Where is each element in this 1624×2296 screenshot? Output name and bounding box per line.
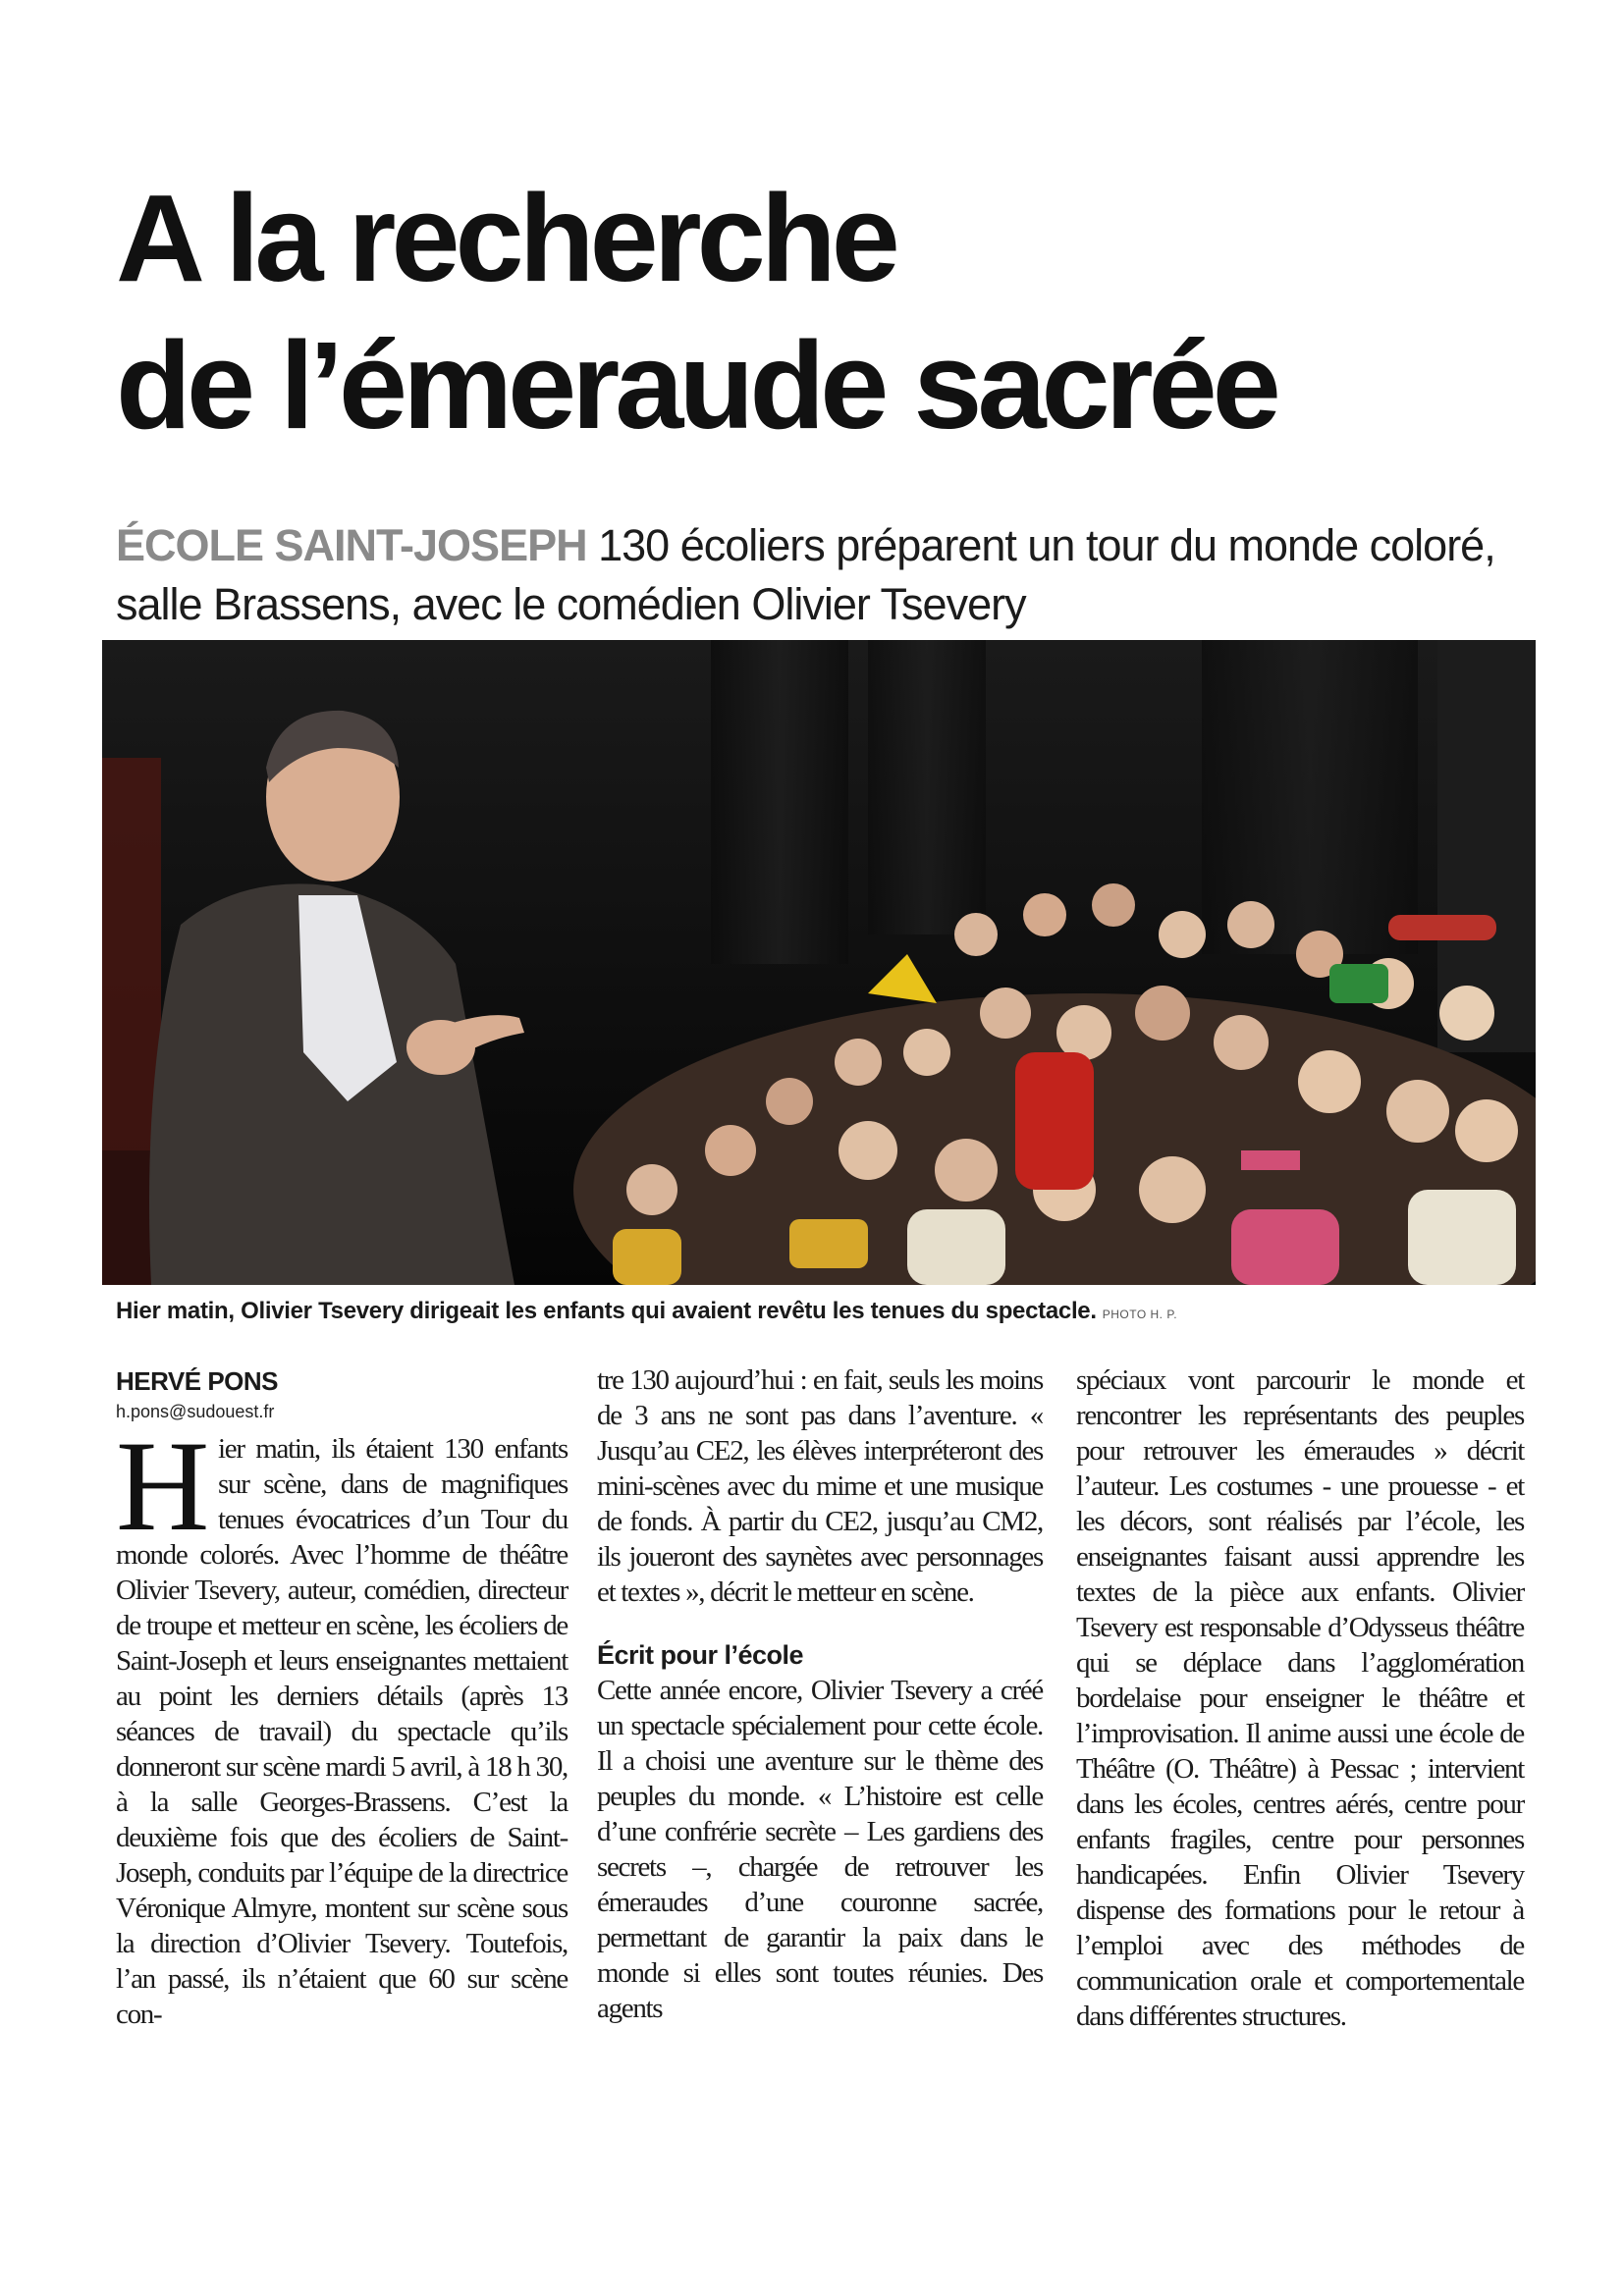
column-2-text: tre 130 aujourd’hui : en fait, seuls les moins de 3 ans ne sont pas dans l’aventure. « Jusqu’au CE2, les élèves interpréteront des mini-scènes avec du mime et une musique de fonds. À partir du CE2, jusqu’au CM2, ils joueront des saynètes avec personnages et textes », décrit le metteur en scène. xyxy=(597,1364,1043,1608)
photo-credit: PHOTO H. P. xyxy=(1102,1308,1178,1321)
stage-photo-illustration xyxy=(102,640,1536,1285)
headline-line-1: A la recherche xyxy=(116,169,895,307)
column-3-text: spéciaux vont parcourir le monde et rencontrer les représentants des peuples pour retrouver les émeraudes » décrit l’auteur. Les costumes - une prouesse - et les décors, sont réalisés par l’école, les enseignantes faisant aussi apprendre les textes de la pièce aux enfants. Olivier Tsevery est responsable d’Odysseus théâtre qui se déplace dans l’agglomération bordelaise pour enseigner le théâtre et l’improvisation. Il anime aussi une école de Théâtre (O. Théâtre) à Pessac ; intervient dans les écoles, centres aérés, centre pour enfants fragiles, centre pour personnes handicapées. Enfin Olivier Tsevery dispense des formations pour le retour à l’emploi avec des méthodes de communication orale et comportementale dans différentes structures. xyxy=(1076,1364,1524,2032)
kicker: ÉCOLE SAINT-JOSEPH xyxy=(116,520,587,570)
headline-line-2: de l’émeraude sacrée xyxy=(116,316,1276,454)
column-1-text: ier matin, ils étaient 130 enfants sur scène, dans de magnifiques tenues évocatrices d’un Tour du monde colorés. Avec l’homme de théâtre Olivier Tsevery, auteur, comédien, directeur de troupe et metteur en scène, les écoliers de Saint-Joseph et leurs enseignantes mettaient au point les derniers détails (après 13 séances de travail) du spectacle qu’ils donneront sur scène mardi 5 avril, à 18 h 30, à la salle Georges-Brassens. C’est la deuxième fois que des écoliers de Saint-Joseph, conduits par l’équipe de la directrice Véronique Almyre, montent sur scène sous la direction d’Olivier Tsevery. Toutefois, l’an passé, ils n’étaient que 60 sur scène con- xyxy=(116,1433,568,2030)
headline xyxy=(116,165,1549,459)
subheadline xyxy=(116,516,1530,634)
column-2-text-continued: Cette année encore, Olivier Tsevery a créé un spectacle spécialement pour cette école. Il a choisi une aventure sur le thème des peuples du monde. « L’histoire est celle d’une confrérie secrète – Les gardiens des secrets –, chargée de retrouver les émeraudes d’une couronne sacrée, permettant de garantir la paix dans le monde si elles sont toutes réunies. Des agents xyxy=(597,1675,1043,2024)
drop-cap: H xyxy=(116,1414,209,1558)
subheadline-text: 130 écoliers préparent un tour du monde coloré, salle Brassens, avec le comédien Olivier Tsevery xyxy=(116,520,1495,629)
article-column-1 xyxy=(116,1414,568,2032)
section-subheading: Écrit pour l’école xyxy=(597,1640,804,1670)
article-photo xyxy=(102,640,1536,1285)
article-column-2 xyxy=(597,1362,1043,2026)
article-column-3 xyxy=(1076,1362,1524,2034)
photo-caption xyxy=(116,1294,1530,1332)
caption-text: Hier matin, Olivier Tsevery dirigeait les enfants qui avaient revêtu les tenues du spectacle. xyxy=(116,1298,1097,1324)
author-name: HERVÉ PONS xyxy=(116,1366,279,1396)
author-email: h.pons@sudouest.fr xyxy=(116,1402,275,1421)
